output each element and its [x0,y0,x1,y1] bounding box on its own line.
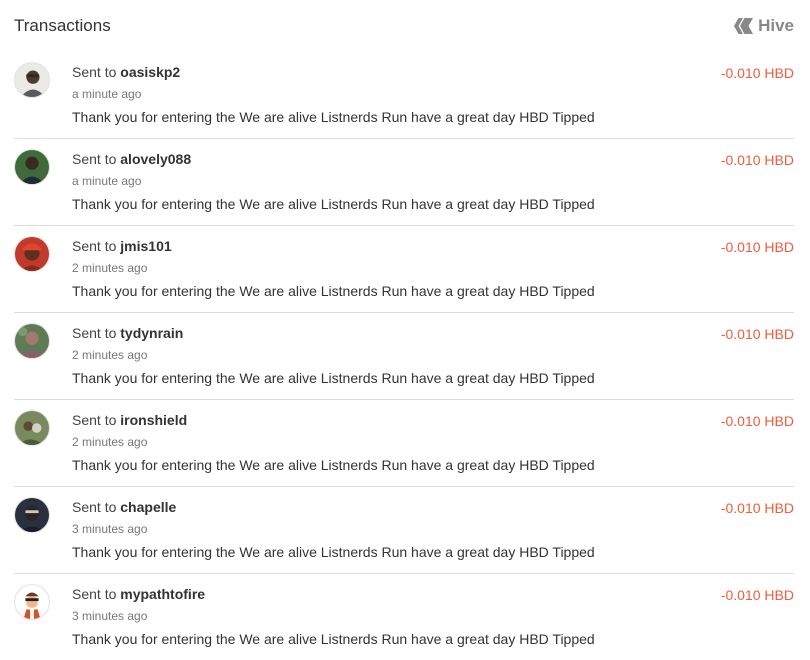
sent-to-line [72,151,191,167]
recipient-username[interactable]: ironshield [120,412,188,428]
sent-to-prefix: Sent to [72,325,117,341]
avatar[interactable] [14,584,50,620]
sent-to-prefix: Sent to [72,412,117,428]
avatar[interactable] [14,410,50,446]
sent-to-prefix: Sent to [72,238,117,254]
transaction-time: 3 minutes ago [72,609,148,623]
transaction-amount: -0.010 HBD [720,326,794,342]
sent-to-line [72,325,183,341]
transaction-amount: -0.010 HBD [720,152,794,168]
sent-to-line [72,499,176,515]
avatar[interactable] [14,323,50,359]
transaction-memo: Thank you for entering the We are alive Listnerds Run have a great day HBD Tipped [72,457,595,473]
transaction-amount: -0.010 HBD [720,500,794,516]
transaction-row [14,313,794,400]
sent-to-line [72,238,172,254]
transaction-amount: -0.010 HBD [720,239,794,255]
transaction-time: 2 minutes ago [72,435,148,449]
recipient-username[interactable]: chapelle [120,499,177,515]
transaction-amount: -0.010 HBD [720,65,794,81]
transaction-amount: -0.010 HBD [720,587,794,603]
transaction-time: 2 minutes ago [72,261,148,275]
transactions-header [0,0,810,52]
sent-to-prefix: Sent to [72,499,117,515]
recipient-username[interactable]: tydynrain [120,325,184,341]
transaction-row [14,574,794,660]
sent-to-line [72,64,180,80]
transaction-memo: Thank you for entering the We are alive Listnerds Run have a great day HBD Tipped [72,283,595,299]
recipient-username[interactable]: oasiskp2 [120,64,181,80]
sent-to-prefix: Sent to [72,151,117,167]
sent-to-prefix: Sent to [72,586,117,602]
avatar[interactable] [14,149,50,185]
avatar[interactable] [14,497,50,533]
sent-to-line [72,586,205,602]
transaction-memo: Thank you for entering the We are alive Listnerds Run have a great day HBD Tipped [72,544,595,560]
recipient-username[interactable]: mypathtofire [120,586,206,602]
transaction-memo: Thank you for entering the We are alive Listnerds Run have a great day HBD Tipped [72,109,595,125]
transaction-row [14,487,794,574]
transaction-row [14,400,794,487]
hive-brand[interactable] [734,16,794,36]
recipient-username[interactable]: jmis101 [120,238,172,254]
avatar[interactable] [14,236,50,272]
transaction-row [14,139,794,226]
hive-brand-label: Hive [758,16,794,35]
recipient-username[interactable]: alovely088 [120,151,192,167]
transaction-memo: Thank you for entering the We are alive Listnerds Run have a great day HBD Tipped [72,370,595,386]
transaction-time: 2 minutes ago [72,348,148,362]
transaction-row [14,226,794,313]
sent-to-prefix: Sent to [72,64,117,80]
transaction-memo: Thank you for entering the We are alive Listnerds Run have a great day HBD Tipped [72,196,595,212]
transaction-row [14,52,794,139]
page-title: Transactions [14,16,111,35]
transaction-time: 3 minutes ago [72,522,148,536]
transaction-time: a minute ago [72,87,142,101]
avatar[interactable] [14,62,50,98]
transaction-amount: -0.010 HBD [720,413,794,429]
sent-to-line [72,412,187,428]
transaction-memo: Thank you for entering the We are alive Listnerds Run have a great day HBD Tipped [72,631,595,647]
hive-logo-icon [734,18,754,34]
transactions-list [14,52,794,660]
transaction-time: a minute ago [72,174,142,188]
